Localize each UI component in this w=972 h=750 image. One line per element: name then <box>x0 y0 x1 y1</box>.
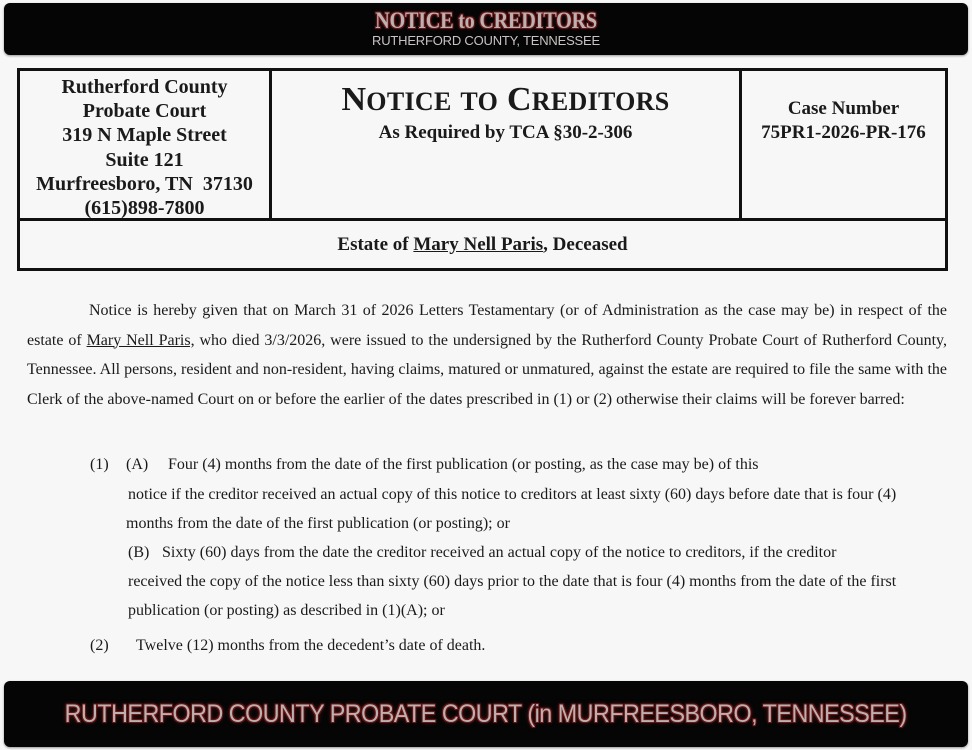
notice-title: NOTICE TO CREDITORS <box>341 81 670 118</box>
footer-text: RUTHERFORD COUNTY PROBATE COURT (in MURFREESBORO, TENNESSEE) <box>65 700 907 728</box>
item-2-text: Twelve (12) months from the decedent’s date of death. <box>136 637 486 654</box>
court-suite: Suite 121 <box>105 148 184 171</box>
court-street: 319 N Maple Street <box>62 124 227 147</box>
item-1a-line1: Four (4) months from the date of the first publication (or posting, as the case may be) of this <box>168 456 759 473</box>
notice-title-cell <box>272 71 742 218</box>
decedent-name: Mary Nell Paris <box>413 234 544 255</box>
footer-banner <box>4 681 968 747</box>
item-1b-line2: received the copy of the notice less than sixty (60) days prior to the date that is four (4) months from the date of the first <box>128 573 897 590</box>
estate-row: Estate of Mary Nell Paris, Deceased <box>337 234 628 255</box>
court-phone: (615)898-7800 <box>84 197 205 220</box>
case-number-value: 75PR1-2026-PR-176 <box>761 122 926 143</box>
item-1b-line1: Sixty (60) days from the date the creditor received an actual copy of the notice to creditors, if the creditor <box>162 544 837 561</box>
item-1b-line3: publication (or posting) as described in (1)(A); or <box>128 602 445 619</box>
court-city: Murfreesboro, TN 37130 <box>36 172 253 195</box>
decedent-name-inline: Mary Nell Paris, <box>86 331 195 349</box>
item-2-number: (2) <box>90 637 109 654</box>
notice-header-form <box>17 68 948 271</box>
item-1a-line3: months from the date of the first publication (or posting); or <box>126 515 510 532</box>
item-1a-letter: (A) <box>126 456 149 473</box>
court-name-line2: Probate Court <box>82 100 207 123</box>
item-1a-line2: notice if the creditor received an actual copy of this notice to creditors at least sixty (60) days before date that is four (4) <box>128 486 897 503</box>
form-top-row <box>20 71 945 221</box>
notice-statute: As Required by TCA §30-2-306 <box>378 122 633 143</box>
court-name-line1: Rutherford County <box>61 76 228 98</box>
case-number-cell <box>742 71 945 218</box>
court-address-cell <box>20 71 272 218</box>
header-banner <box>4 3 968 55</box>
item-1b-letter: (B) <box>128 544 150 561</box>
case-number-label: Case Number <box>787 98 900 119</box>
banner-title: NOTICE to CREDITORS <box>375 8 597 33</box>
notice-body <box>27 296 947 414</box>
banner-subtitle: RUTHERFORD COUNTY, TENNESSEE <box>372 33 600 48</box>
item-1-number: (1) <box>90 456 109 473</box>
intro-paragraph: Notice is hereby given that on March 31 of 2026 Letters Testamentary (or of Administration as the case may be) in respect of the estate of Mary Nell Paris, who died 3/3/2026, were issued to the undersigned by the Rutherford County Probate Court of Rutherford County, Tennessee. All persons, resident and non-resident, having claims, matured or unmatured, against the estate are required to file the same with the Clerk of the above-named Court on or before the earlier of the dates prescribed in (1) or (2) otherwise their claims will be forever barred: <box>27 302 948 408</box>
